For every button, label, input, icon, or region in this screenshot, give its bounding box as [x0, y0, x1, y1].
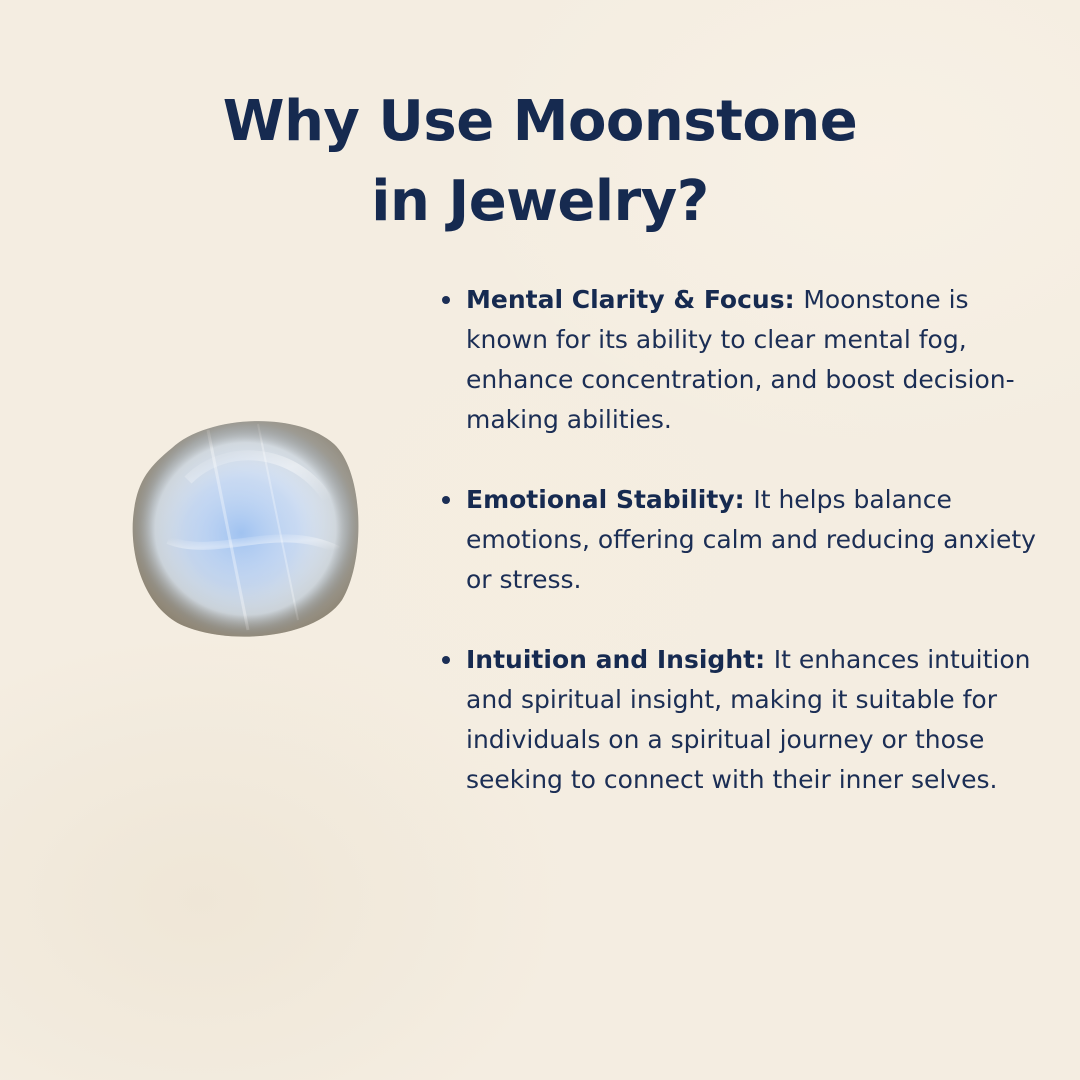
benefit-description: It enhances intuition and spiritual insight, making it suitable for individuals on a spiritual journey or those seeking to connect with their inner selves.	[466, 645, 1031, 794]
page-title	[140, 82, 940, 242]
benefit-description: It helps balance emotions, offering calm and reducing anxiety or stress.	[466, 485, 1036, 594]
bullet-dot-icon	[442, 496, 450, 504]
moonstone-image	[128, 410, 364, 642]
list-item	[436, 280, 1036, 440]
list-item	[436, 480, 1036, 600]
benefit-term: Intuition and Insight:	[466, 645, 774, 674]
bullet-dot-icon	[442, 656, 450, 664]
benefit-term: Mental Clarity & Focus:	[466, 285, 804, 314]
list-item	[436, 640, 1036, 800]
bullet-dot-icon	[442, 296, 450, 304]
benefit-term: Emotional Stability:	[466, 485, 754, 514]
title-line-2: in Jewelry?	[371, 169, 709, 234]
title-line-1: Why Use Moonstone	[222, 89, 858, 154]
benefits-list	[436, 280, 1036, 840]
benefit-description: Moonstone is known for its ability to clear mental fog, enhance concentration, and boost decision-making abilities.	[466, 285, 1015, 434]
